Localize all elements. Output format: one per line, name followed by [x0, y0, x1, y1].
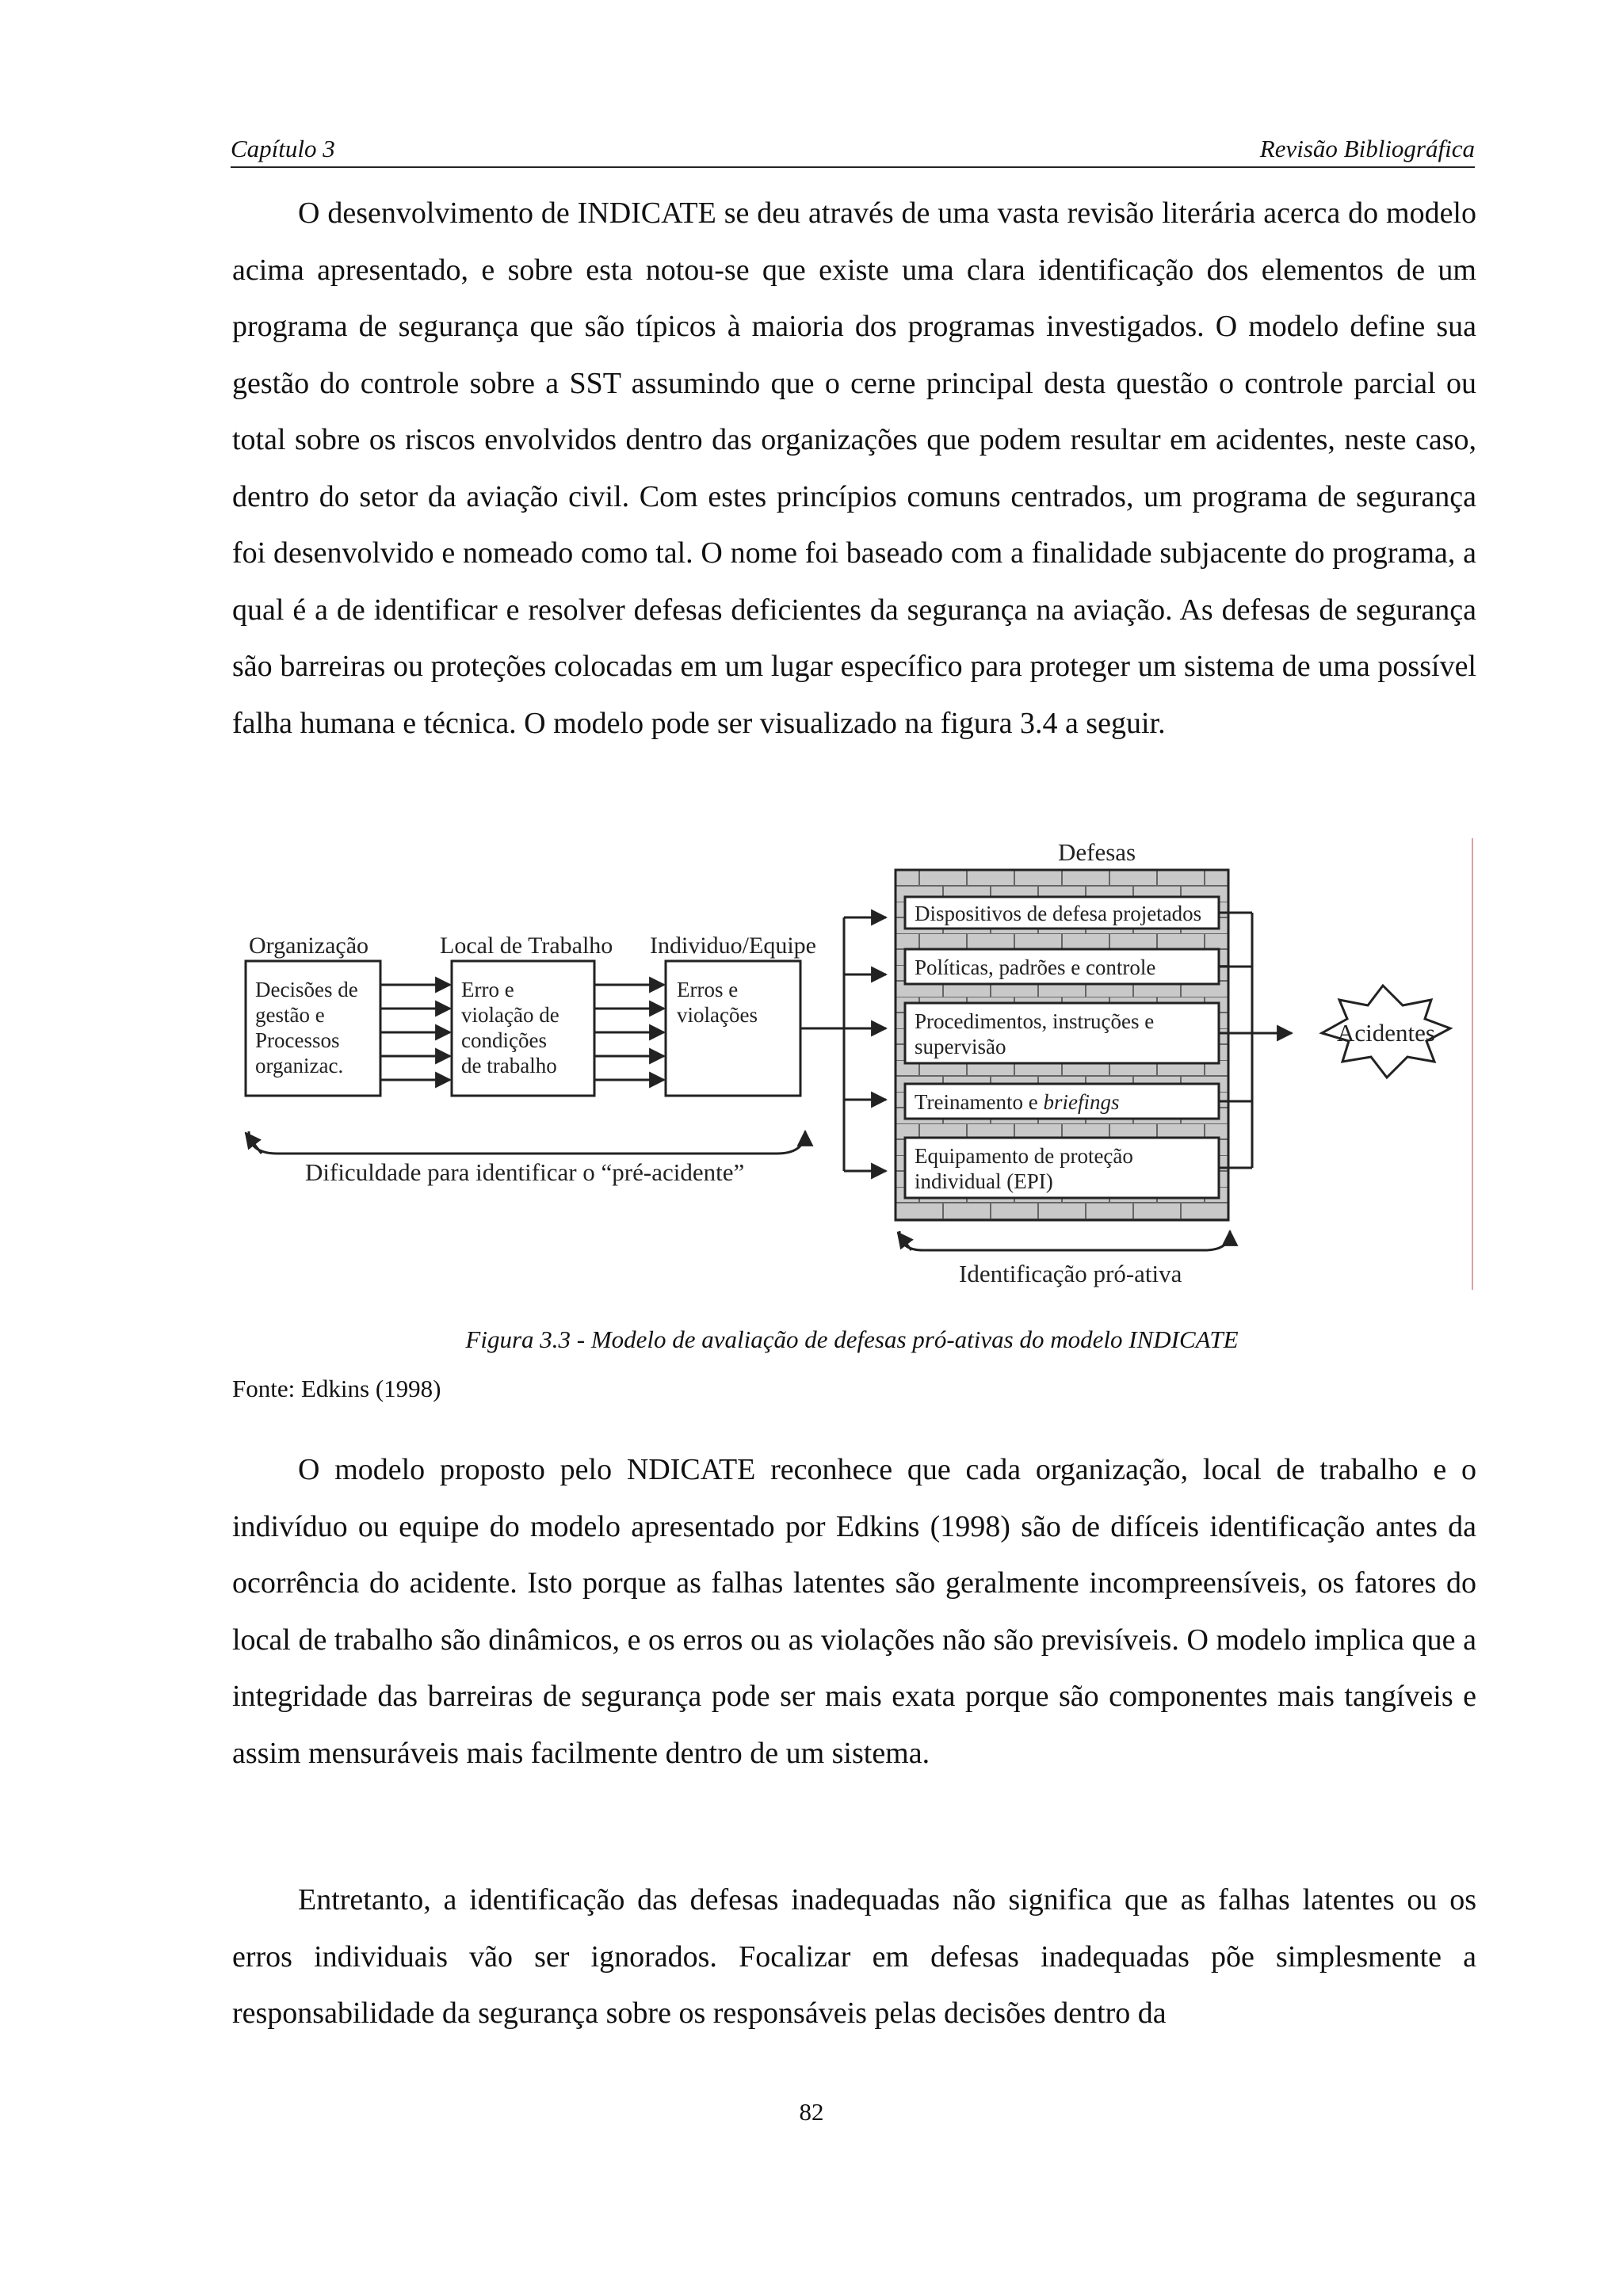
org-title: Organização: [249, 933, 369, 959]
defense-4-text: Treinamento e: [915, 1090, 1044, 1114]
defense-4-line-1: [915, 1090, 1120, 1114]
difficulty-bracket-left-arrow: [246, 1133, 262, 1154]
individual-title: Individuo/Equipe: [650, 933, 816, 959]
work-line-3: condições: [461, 1028, 547, 1052]
defense-input-arrows: [844, 917, 886, 1171]
defense-1-line-1: Dispositivos de defesa projetados: [915, 902, 1202, 925]
difficulty-label: Dificuldade para identificar o “pré-acidente”: [305, 1158, 745, 1186]
org-line-4: organizac.: [255, 1054, 344, 1077]
defenses-title: Defesas: [1058, 838, 1136, 866]
defense-3-line-1: Procedimentos, instruções e: [915, 1009, 1155, 1033]
org-to-work-arrows: [380, 985, 450, 1080]
org-line-3: Processos: [255, 1028, 340, 1052]
proactive-bracket: [899, 1231, 1230, 1250]
paragraph-3: Entretanto, a identificação das defesas inadequadas não significa que as falhas latentes ou os erros individuais vão ser ignorados. Focalizar em defesas inadequadas põe simplesmente a responsabilidade da segurança sobre os responsáveis pelas decisões dentro da: [232, 1883, 1476, 2030]
section-label: Revisão Bibliográfica: [1259, 135, 1475, 162]
individual-line-1: Erros e: [677, 978, 739, 1001]
work-to-individual-arrows: [594, 985, 664, 1080]
org-line-1: Decisões de: [255, 978, 358, 1001]
work-line-4: de trabalho: [461, 1054, 557, 1077]
indicate-model-figure: [230, 838, 1482, 1298]
difficulty-bracket: [249, 1131, 805, 1154]
individual-line-2: violações: [677, 1003, 758, 1027]
work-line-1: Erro e: [461, 978, 514, 1001]
defense-3-line-2: supervisão: [915, 1035, 1006, 1058]
running-header: [231, 133, 1475, 168]
page-number: 82: [799, 2098, 824, 2126]
figure-caption: Figura 3.3 - Modelo de avaliação de defesas pró-ativas do modelo INDICATE: [465, 1325, 1239, 1353]
defense-4-italic: briefings: [1043, 1090, 1120, 1114]
paragraph-2: O modelo proposto pelo NDICATE reconhece que cada organização, local de trabalho e o indivíduo ou equipe do modelo apresentado por Edkins (1998) são de difíceis identificação antes da ocorrência do acidente. Isto porque as falhas latentes são geralmente incompreensíveis, os fatores do local de trabalho são dinâmicos, e os erros ou as violações não são previsíveis. O modelo implica que a integridade das barreiras de segurança pode ser mais exata porque são componentes mais tangíveis e assim mensuráveis mais facilmente dentro de um sistema.: [232, 1453, 1476, 1770]
defense-5-line-1: Equipamento de proteção: [915, 1144, 1133, 1168]
work-title: Local de Trabalho: [440, 933, 613, 959]
defense-2-line-1: Políticas, padrões e controle: [915, 955, 1156, 979]
proactive-bracket-left-arrow: [898, 1233, 911, 1250]
paragraph-1: O desenvolvimento de INDICATE se deu através de uma vasta revisão literária acerca do modelo acima apresentado, e sobre esta notou-se que existe uma clara identificação dos elementos de um programa de segurança que são típicos à maioria dos programas investigados. O modelo define sua gestão do controle sobre a SST assumindo que o cerne principal desta questão o controle parcial ou total sobre os riscos envolvidos dentro das organizações que podem resultar em acidentes, neste caso, dentro do setor da aviação civil. Com estes princípios comuns centrados, um programa de segurança foi desenvolvido e nomeado como tal. O nome foi baseado com a finalidade subjacente do programa, a qual é a de identificar e resolver defesas deficientes da segurança na aviação. As defesas de segurança são barreiras ou proteções colocadas em um lugar específico para proteger um sistema de uma possível falha humana e técnica. O modelo pode ser visualizado na figura 3.4 a seguir.: [232, 196, 1476, 740]
defense-5-line-2: individual (EPI): [915, 1169, 1053, 1193]
figure-source: Fonte: Edkins (1998): [232, 1375, 441, 1402]
proactive-label: Identificação pró-ativa: [959, 1260, 1182, 1287]
chapter-label: Capítulo 3: [231, 135, 335, 162]
work-line-2: violação de: [461, 1003, 559, 1027]
accidents-label: Acidentes: [1337, 1019, 1435, 1047]
org-line-2: gestão e: [255, 1003, 325, 1027]
